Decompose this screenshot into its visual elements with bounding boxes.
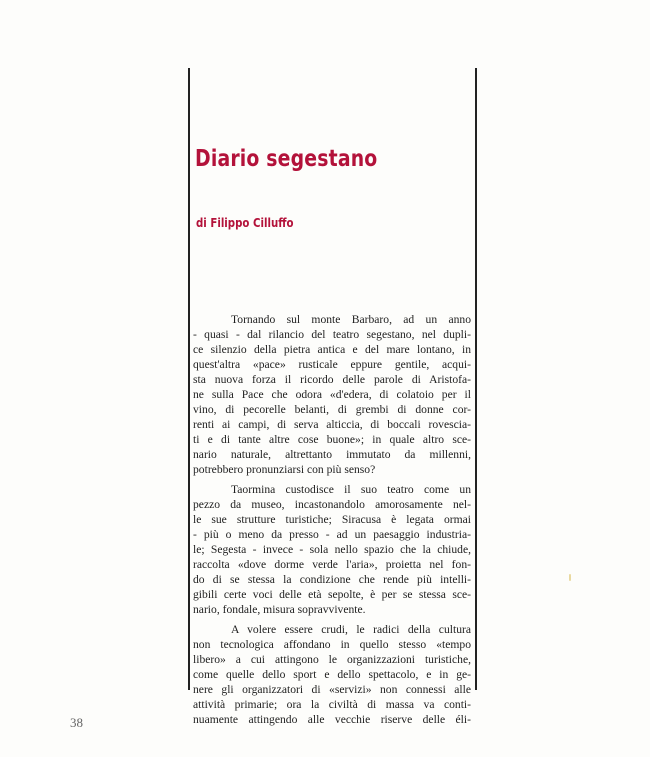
text-line: raccolta «dove dorme verde l'aria», proietta nel fon- <box>193 558 471 571</box>
text-line: vino, di pecorelle belanti, di grembi di donne cor- <box>193 403 471 416</box>
text-line: nere gli organizzatori di «servizi» non connessi alle <box>193 683 471 696</box>
text-line: attività primarie; ora la civiltà di massa va conti- <box>193 698 471 711</box>
text-line: ce silenzio della pietra antica e del mare lontano, in <box>193 343 471 356</box>
page-number: 38 <box>70 715 83 730</box>
text-line: le sue strutture turistiche; Siracusa è legata ormai <box>193 513 471 526</box>
text-line: pezzo da museo, incastonandolo amorosamente nel- <box>193 498 471 511</box>
text-line: le; Segesta - invece - sola nello spazio che la chiude, <box>193 543 471 556</box>
article-title: Diario segestano <box>195 146 378 172</box>
text-line: come quelle dello sport e dello spettacolo, e in ge- <box>193 668 471 681</box>
text-line: renti ai campi, di serva alticcia, di boccali rovescia- <box>193 418 471 431</box>
text-line: - quasi - dal rilancio del teatro segestano, nel dupli- <box>193 328 471 341</box>
text-line: gibili certe voci delle età sepolte, è per se stessa sce- <box>193 588 471 601</box>
text-line: nuamente attingendo alle vecchie riserve delle éli- <box>193 713 471 726</box>
text-line: Taormina custodisce il suo teatro come un <box>231 483 471 496</box>
text-line: ti e di tante altre cose buone»; in quale altro sce- <box>193 433 471 446</box>
text-line: - più o meno da presso - ad un paesaggio industria- <box>193 528 471 541</box>
text-line: nario, fondale, misura sopravvivente. <box>193 603 366 616</box>
text-line: quest'altra «pace» rusticale eppure gentile, acqui- <box>193 358 471 371</box>
text-line: nario naturale, altrettanto immutato da millenni, <box>193 448 471 461</box>
right-column-rule <box>475 68 477 690</box>
text-line: Tornando sul monte Barbaro, ad un anno <box>231 313 471 326</box>
article-author: di Filippo Cilluffo <box>196 216 294 230</box>
text-line: A volere essere crudi, le radici della cultura <box>231 623 471 636</box>
left-column-rule <box>188 68 190 690</box>
text-line: sta nuova forza il ricordo delle parole di Aristofa- <box>193 373 471 386</box>
article-body <box>193 312 471 727</box>
text-line: non tecnologica affondano in quello stesso «tempo <box>193 638 471 651</box>
paper-speck <box>569 574 571 581</box>
text-line: ne sulla Pace che odora «d'edera, di colatoio per il <box>193 388 471 401</box>
text-line: potrebbero pronunziarsi con più senso? <box>193 463 376 476</box>
text-line: libero» a cui attingono le organizzazioni turistiche, <box>193 653 471 666</box>
text-line: do di se stessa la condizione che rende più intelli- <box>193 573 471 586</box>
